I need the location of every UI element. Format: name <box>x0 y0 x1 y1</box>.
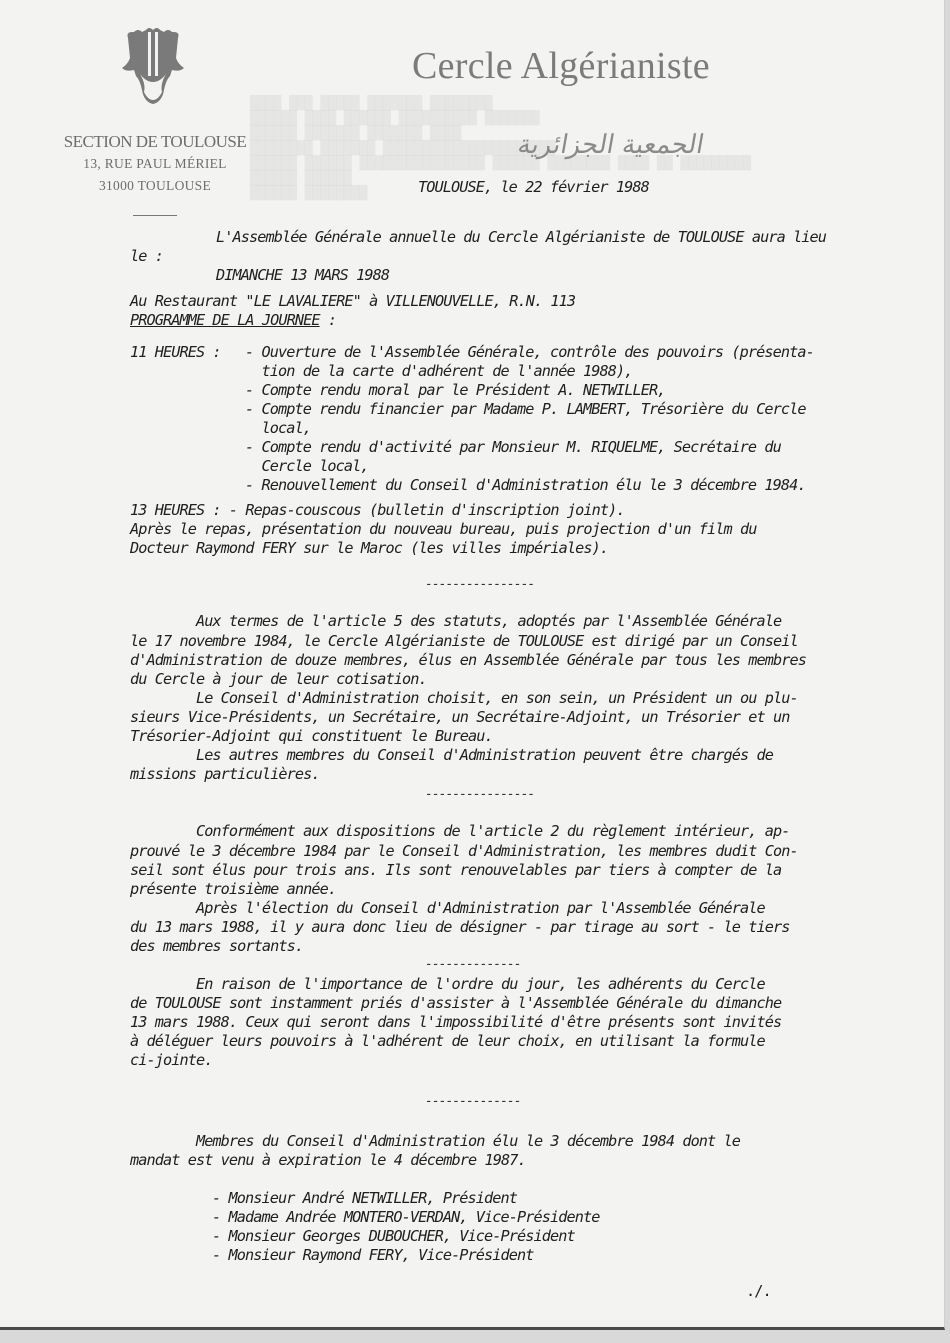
members-intro-line: Membres du Conseil d'Administration élu le 3 décembre 1984 dont le <box>130 1132 741 1150</box>
article2-line: des membres sortants. <box>130 937 304 955</box>
programme-note: Après le repas, présentation du nouveau bureau, puis projection d'un film du <box>130 520 757 538</box>
address-city: 31000 TOULOUSE <box>98 178 212 193</box>
intro-line: L'Assemblée Générale annuelle du Cercle Algérianiste de TOULOUSE aura lieu <box>216 228 827 246</box>
colon: : <box>319 311 337 329</box>
divider <box>133 215 177 216</box>
programme-note: Docteur Raymond FERY sur le Maroc (les villes impériales). <box>130 539 609 557</box>
attendance-line: à déléguer leurs pouvoirs à l'adhérent de leur choix, en utilisant la formule <box>130 1032 765 1050</box>
programme-item: - Ouverture de l'Assemblée Générale, contrôle des pouvoirs (présenta- <box>245 343 814 361</box>
venue: Au Restaurant "LE LAVALIERE" à VILLENOUVELLE, R.N. 113 <box>130 292 576 310</box>
article2-line: Conformément aux dispositions de l'article 2 du règlement intérieur, ap- <box>130 822 790 840</box>
programme-item: Cercle local, <box>245 457 369 475</box>
article5-line: Trésorier-Adjoint qui constituent le Bureau. <box>130 727 493 745</box>
section-address-block <box>60 131 250 216</box>
programme-heading-text: PROGRAMME DE LA JOURNEE <box>130 311 320 329</box>
attendance-line: ci-jointe. <box>130 1051 213 1069</box>
article5-line: d'Administration de douze membres, élus en Assemblée Générale par tous les membres <box>130 651 806 669</box>
article5-line: Aux termes de l'article 5 des statuts, adoptés par l'Assemblée Générale <box>130 612 782 630</box>
programme-heading <box>130 311 336 329</box>
section-name: SECTION DE TOULOUSE <box>63 132 247 151</box>
member-item: - Monsieur Georges DUBOUCHER, Vice-Président <box>212 1227 575 1245</box>
article2-line: Après l'élection du Conseil d'Administration par l'Assemblée Générale <box>130 899 765 917</box>
organization-title: Cercle Algérianiste <box>412 45 710 87</box>
member-item: - Monsieur André NETWILLER, Président <box>212 1189 518 1207</box>
time-label-11h: 11 HEURES : <box>130 343 229 361</box>
programme-item: local, <box>245 419 311 437</box>
programme-item: tion de la carte d'adhérent de l'année 1988), <box>245 362 633 380</box>
article5-line: le 17 novembre 1984, le Cercle Algérianiste de TOULOUSE est dirigé par un Conseil <box>130 632 798 650</box>
meeting-date: DIMANCHE 13 MARS 1988 <box>216 266 390 284</box>
article2-line: seil sont élus pour trois ans. Ils sont renouvelables par tiers à compter de la <box>130 861 782 879</box>
member-item: - Madame Andrée MONTERO-VERDAN, Vice-Présidente <box>212 1208 600 1226</box>
hamsa-hand-icon <box>118 24 188 106</box>
attendance-line: En raison de l'importance de l'ordre du jour, les adhérents du Cercle <box>130 975 765 993</box>
article2-line: présente troisième année. <box>130 880 337 898</box>
article5-line: missions particulières. <box>130 765 320 783</box>
article2-line: prouvé le 3 décembre 1984 par le Conseil d'Administration, les membres dudit Con- <box>130 842 798 860</box>
bleed-through-text: ████ ███ █████ ███████ ████████ ██████ ████ ██████ ██████████ ███████ ██████ ███████ ███████ ████ ████████ ███████ ██████████████████████ ██████ ██████ ████████████████ ██████ ████████ ████ ██ █████████ ██████ ██████ ██████ ████████ <box>250 96 751 201</box>
members-intro-line: mandat est venu à expiration le 4 décembre 1987. <box>130 1151 526 1169</box>
section-separator: -------------- <box>425 1094 521 1109</box>
member-item: - Monsieur Raymond FERY, Vice-Président <box>212 1246 534 1264</box>
programme-item: - Compte rendu financier par Madame P. LAMBERT, Trésorière du Cercle <box>245 400 806 418</box>
article5-line: Les autres membres du Conseil d'Administration peuvent être chargés de <box>130 746 774 764</box>
date-line: TOULOUSE, le 22 février 1988 <box>418 178 649 196</box>
programme-item: - Renouvellement du Conseil d'Administration élu le 3 décembre 1984. <box>245 476 806 494</box>
programme-item: - Compte rendu moral par le Président A. NETWILLER, <box>245 381 666 399</box>
attendance-line: de TOULOUSE sont instamment priés d'assister à l'Assemblée Générale du dimanche <box>130 994 782 1012</box>
section-separator: -------------- <box>425 957 521 972</box>
article5-line: Le Conseil d'Administration choisit, en son sein, un Président un ou plu- <box>130 689 798 707</box>
intro-line: le : <box>130 247 163 265</box>
article5-line: du Cercle à jour de leur cotisation. <box>130 670 427 688</box>
attendance-line: 13 mars 1988. Ceux qui seront dans l'impossibilité d'être présents sont invités <box>130 1013 782 1031</box>
continuation-mark: ./. <box>746 1282 771 1300</box>
section-separator: ---------------- <box>425 577 535 592</box>
arabic-calligraphy: الجمعية الجزائرية <box>515 130 707 160</box>
address-street: 13, RUE PAUL MÉRIEL <box>83 156 227 171</box>
article2-line: du 13 mars 1988, il y aura donc lieu de désigner - par tirage au sort - le tiers <box>130 918 790 936</box>
programme-item: - Compte rendu d'activité par Monsieur M. RIQUELME, Secrétaire du <box>245 438 781 456</box>
article5-line: sieurs Vice-Présidents, un Secrétaire, un Secrétaire-Adjoint, un Trésorier et un <box>130 708 790 726</box>
section-separator: ---------------- <box>425 787 535 802</box>
programme-item-13h: 13 HEURES : - Repas-couscous (bulletin d'inscription joint). <box>130 501 625 519</box>
